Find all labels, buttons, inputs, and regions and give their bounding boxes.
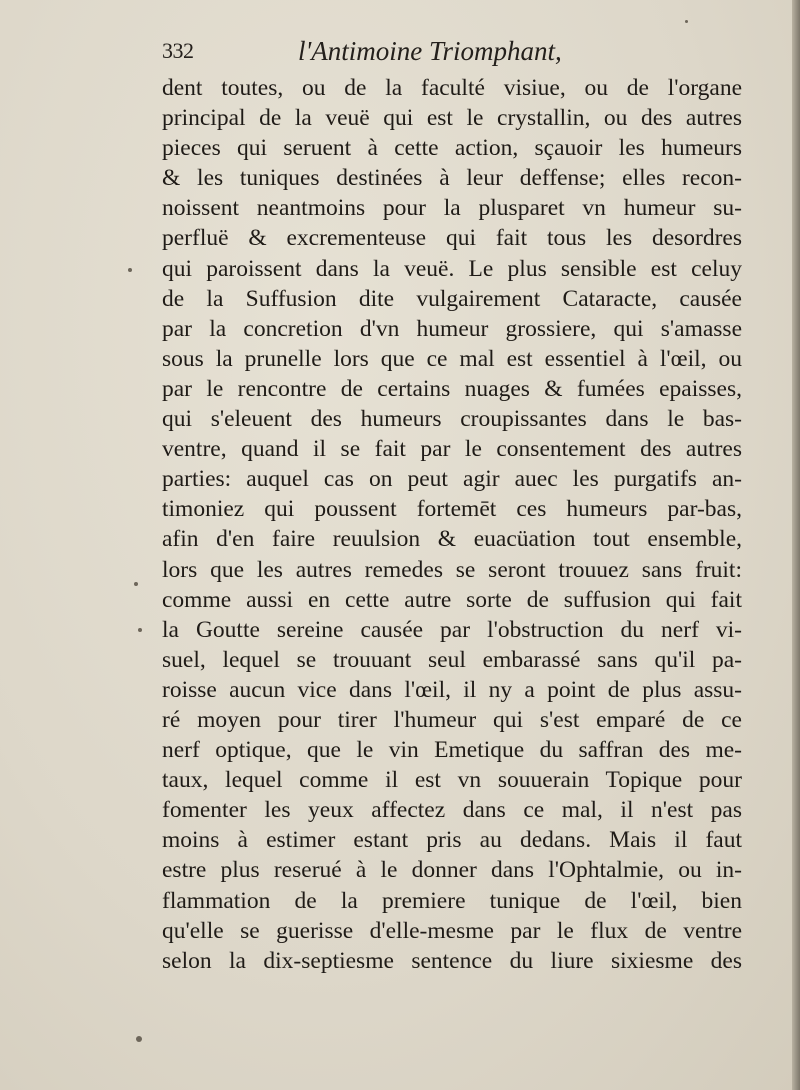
text-line: pieces qui seruent à cette action, sçauoir les humeurs [162,135,742,162]
text-line: taux, lequel comme il est vn souuerain Topique pour [162,767,742,794]
page-edge-shadow [792,0,800,1090]
text-line: & les tuniques destinées à leur deffense; elles recon- [162,165,742,192]
text-line: fomenter les yeux affectez dans ce mal, il n'est pas [162,797,742,824]
page-number: 332 [162,38,194,63]
text-line: qui s'eleuent des humeurs croupissantes dans le bas- [162,406,742,433]
text-line: perfluë & excrementeuse qui fait tous les desordres [162,225,742,252]
text-line: qu'elle se guerisse d'elle-mesme par le flux de ventre [162,917,742,944]
text-line: flammation de la premiere tunique de l'œil, bien [162,887,742,914]
text-line: par le rencontre de certains nuages & fumées epaisses, [162,375,742,402]
ink-speck [136,1036,142,1042]
text-line: moins à estimer estant pris au dedans. Mais il faut [162,827,742,854]
text-line: parties: auquel cas on peut agir auec les purgatifs an- [162,466,742,493]
text-line: estre plus reserué à le donner dans l'Ophtalmie, ou in- [162,857,742,884]
text-line: dent toutes, ou de la faculté visiue, ou de l'organe [162,75,742,101]
text-line: par la concretion d'vn humeur grossiere, qui s'amasse [162,315,742,342]
text-line: selon la dix-septiesme sentence du liure sixiesme des [162,947,742,974]
page-header [162,36,612,76]
text-line: ventre, quand il se fait par le consentement des autres [162,436,742,463]
text-line: nerf optique, que le vin Emetique du saffran des me- [162,737,742,764]
text-line: suel, lequel se trouuant seul embarassé sans qu'il pa- [162,646,742,673]
text-line: lors que les autres remedes se seront trouuez sans fruit: [162,556,742,583]
text-line: sous la prunelle lors que ce mal est essentiel à l'œil, ou [162,345,742,372]
ink-speck [685,20,688,23]
text-line: la Goutte sereine causée par l'obstruction du nerf vi- [162,616,742,643]
text-line: roisse aucun vice dans l'œil, il ny a point de plus assu- [162,676,742,703]
ink-speck [138,628,142,632]
text-line: ré moyen pour tirer l'humeur qui s'est emparé de ce [162,706,742,733]
running-title: l'Antimoine Triomphant, [298,36,562,66]
text-line: afin d'en faire reuulsion & euacüation tout ensemble, [162,526,742,553]
body-text [162,73,742,976]
text-line: timoniez qui poussent fortemēt ces humeurs par-bas, [162,496,742,523]
text-line: comme aussi en cette autre sorte de suffusion qui fait [162,586,742,613]
ink-speck [134,582,138,586]
text-line: de la Suffusion dite vulgairement Cataracte, causée [162,285,742,312]
ink-speck [128,268,132,272]
text-line: qui paroissent dans la veuë. Le plus sensible est celuy [162,255,742,282]
text-line: noissent neantmoins pour la plusparet vn humeur su- [162,195,742,222]
text-line: principal de la veuë qui est le crystallin, ou des autres [162,105,742,132]
